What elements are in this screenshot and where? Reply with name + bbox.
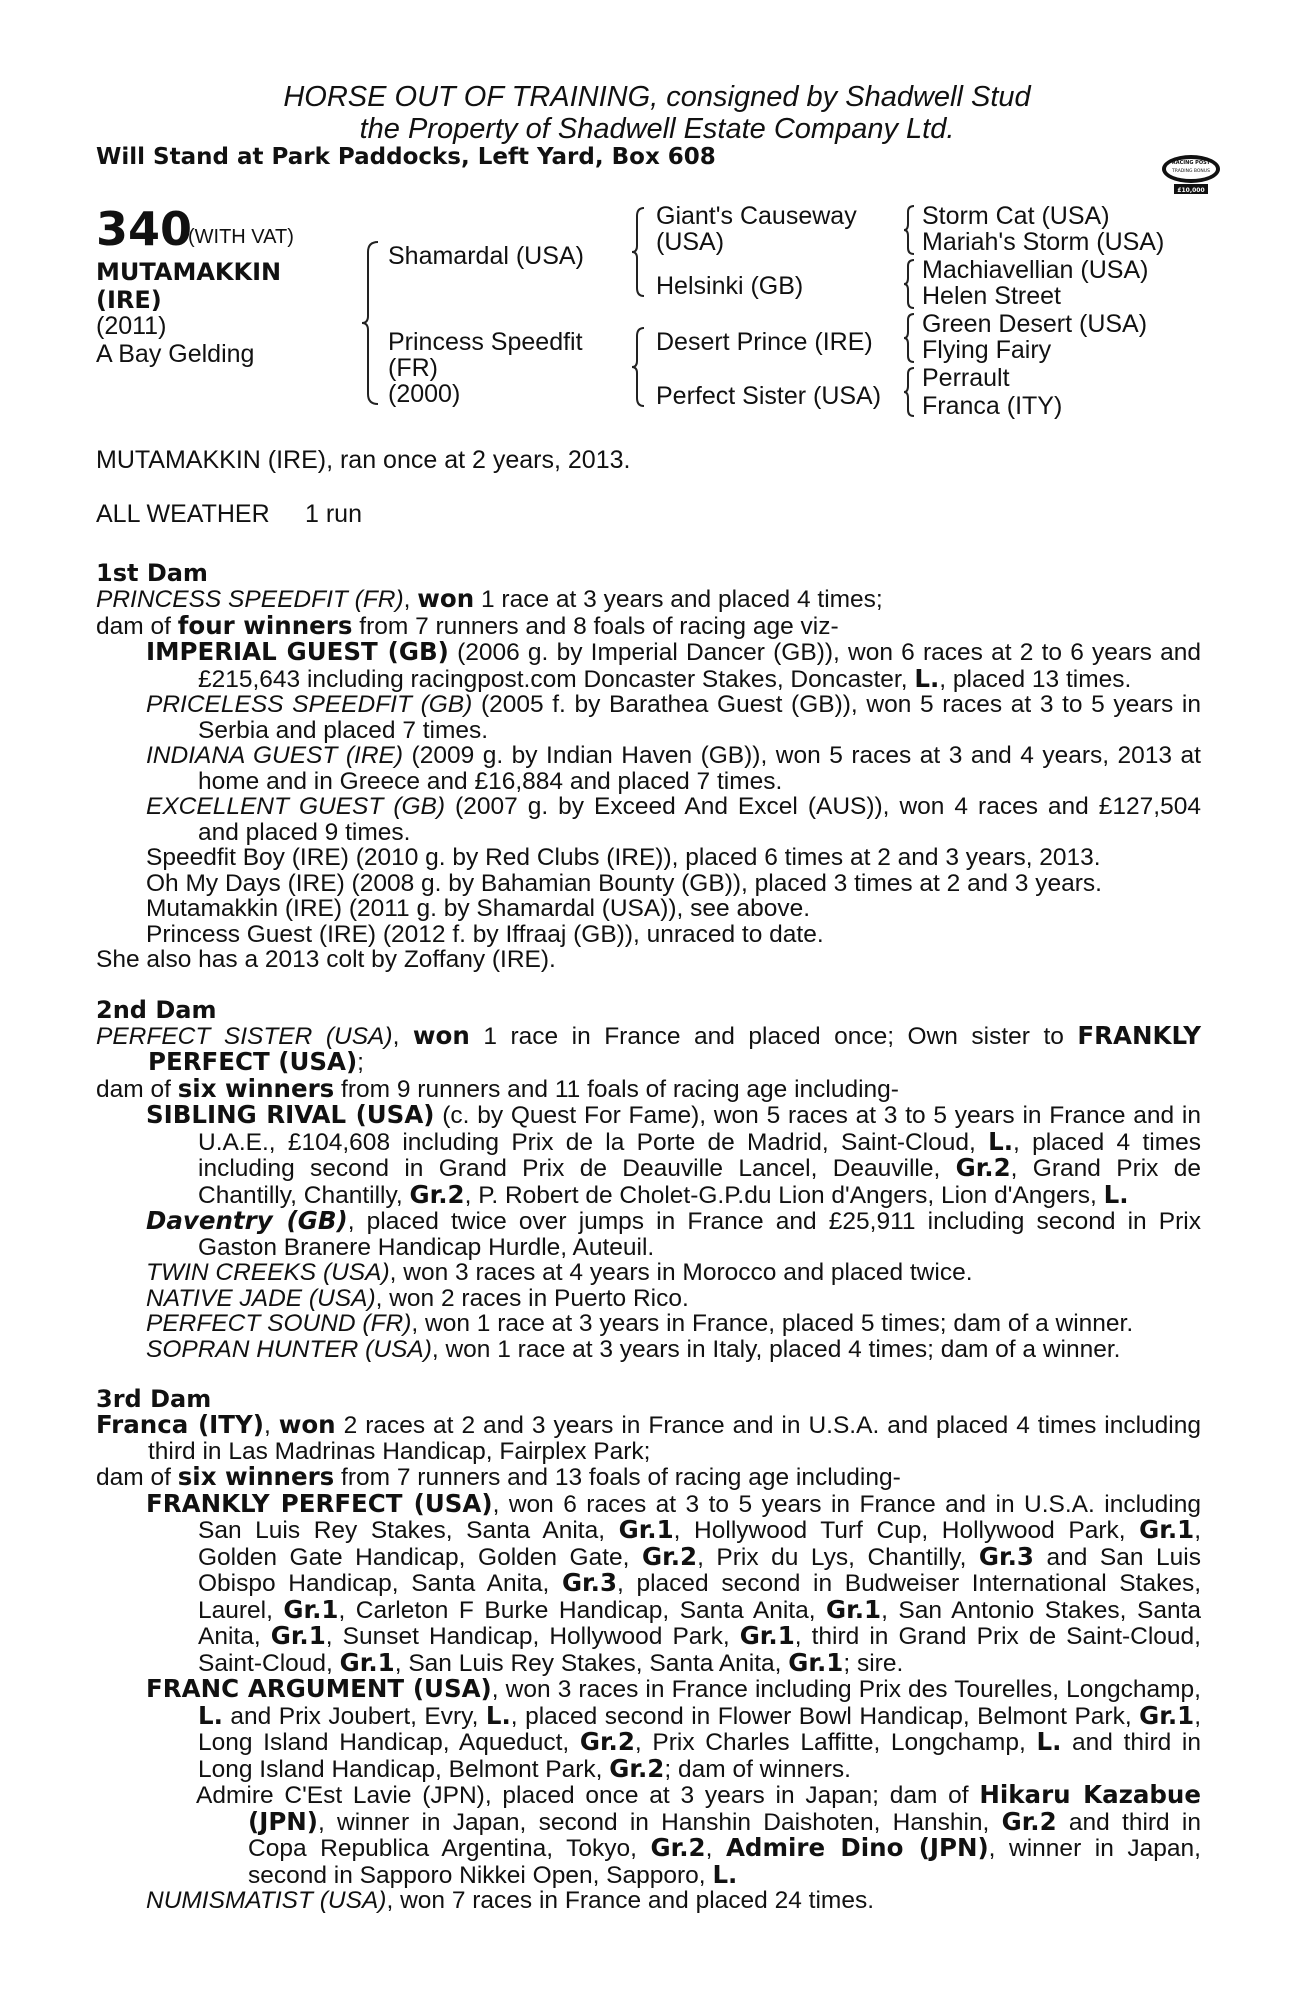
first-dam-progeny-3 <box>96 743 1201 794</box>
progeny-text: Admire C'Est Lavie (JPN), placed once at 3 years in Japan; dam of <box>196 1782 980 1809</box>
progeny-text: , won 2 races in Puerto Rico. <box>375 1284 689 1312</box>
third-dam-of <box>96 1464 1201 1491</box>
catalogue-body <box>96 536 1201 1914</box>
group-mark: Gr.2 <box>579 1727 635 1756</box>
progeny-text: , won 6 races at 3 to 5 years in France and in U.S.A. including San Luis Rey Stakes, Santa Anita, <box>198 1490 1201 1544</box>
all-weather-label: ALL WEATHER <box>96 500 270 528</box>
second-dam-sister: FRANKLY PERFECT (USA) <box>148 1020 1201 1076</box>
progeny-text: , placed 13 times. <box>939 665 1132 693</box>
first-dam-of-a: dam of <box>96 612 178 640</box>
lot-year: (2011) <box>96 312 167 340</box>
pedigree-dam-year: (2000) <box>388 380 461 408</box>
progeny-text: , won 3 races in France including Prix des Tourelles, Longchamp, <box>491 1676 1201 1703</box>
progeny-text: , P. Robert de Cholet-G.P.du Lion d'Angers, Lion d'Angers, <box>464 1181 1104 1209</box>
group-mark: Gr.3 <box>561 1568 617 1597</box>
group-mark: Gr.2 <box>642 1541 698 1571</box>
progeny-text: (2006 g. by Imperial Dancer (GB)), won 6 races at 2 to 6 years and £215,643 including racingpost.com Doncaster Stakes, Doncaster, <box>198 639 1202 693</box>
trading-bonus-badge-icon <box>1160 144 1222 198</box>
third-dam-of-c: from 7 runners and 13 foals of racing age including- <box>334 1464 901 1491</box>
second-dam-of-c: from 9 runners and 11 foals of racing age including- <box>334 1075 899 1103</box>
listed-mark: L. <box>914 663 940 693</box>
group-mark: Gr.2 <box>409 1179 465 1209</box>
progeny-text: , winner in Japan, second in Hanshin Daishoten, Hanshin, <box>317 1808 1002 1836</box>
progeny-text: (2009 g. by Indian Haven (GB)), won 5 races at 3 and 4 years, 2013 at home and in Greece and £16,884 and placed 7 times. <box>198 742 1201 795</box>
lot-number: 340 <box>96 202 193 256</box>
progeny-text: , won 1 race at 3 years in Italy, placed 4 times; dam of a winner. <box>431 1335 1121 1363</box>
race-record-summary: MUTAMAKKIN (IRE), ran once at 2 years, 2013. <box>96 446 631 474</box>
first-dam-progeny-5: Speedfit Boy (IRE) (2010 g. by Red Clubs (IRE)), placed 6 times at 2 and 3 years, 2013. <box>146 844 1101 871</box>
progeny-name: INDIANA GUEST (IRE) <box>146 742 404 769</box>
progeny-text: , Prix du Lys, Chantilly, <box>697 1543 979 1571</box>
progeny-text: , placed 4 times including second in Grand Prix de Deauville Lancel, Deauville, <box>198 1128 1201 1182</box>
second-dam-progeny-1 <box>96 1102 1201 1208</box>
progeny-text: , Grand Prix de Chantilly, Chantilly, <box>198 1155 1201 1209</box>
lot-name: MUTAMAKKIN <box>96 258 282 286</box>
progeny-text: , Hollywood Turf Cup, Hollywood Park, <box>673 1517 1140 1544</box>
progeny-name: Daventry (GB) <box>146 1206 348 1235</box>
lot-vat: (WITH VAT) <box>188 226 294 248</box>
pedigree-dam-dam: Perfect Sister (USA) <box>656 382 882 410</box>
pedigree-sss: Storm Cat (USA) <box>922 202 1110 230</box>
progeny-text: (2007 g. by Exceed And Excel (AUS)), won 4 races and £127,504 and placed 9 times. <box>198 793 1201 846</box>
group-mark: Gr.1 <box>618 1515 674 1544</box>
third-dam-of-b: six winners <box>177 1462 335 1491</box>
first-dam-note: She also has a 2013 colt by Zoffany (IRE). <box>96 946 556 973</box>
pedigree-ddd: Franca (ITY) <box>922 392 1063 420</box>
group-mark: Gr.2 <box>955 1153 1011 1182</box>
pedigree-brace-4 <box>902 204 916 256</box>
group-mark: Gr.1 <box>1139 1515 1195 1544</box>
third-dam-line: Franca (ITY), won 2 races at 2 and 3 years in France and in U.S.A. and placed 4 times including third in Las Madrinas Handicap, Fairplex Park; <box>96 1410 1201 1465</box>
progeny-name: TWIN CREEKS (USA) <box>146 1259 390 1286</box>
second-dam-line: PERFECT SISTER (USA), won 1 race in France and placed once; Own sister to FRANKLY PERFECT (USA); <box>96 1020 1201 1076</box>
progeny-text: , placed second in Flower Bowl Handicap, Belmont Park, <box>510 1702 1140 1730</box>
group-mark: Gr.3 <box>978 1541 1034 1571</box>
progeny-name: PRICELESS SPEEDFIT (GB) <box>146 691 473 718</box>
group-mark: Gr.2 <box>1001 1806 1057 1836</box>
header-line-3: Will Stand at Park Paddocks, Left Yard, Box 608 <box>96 144 716 170</box>
listed-mark: L. <box>1036 1727 1062 1756</box>
group-mark: Gr.2 <box>609 1753 665 1783</box>
group-mark: Gr.1 <box>283 1594 339 1624</box>
progeny-text: , Prix Charles Laffitte, Longchamp, <box>634 1729 1037 1756</box>
pedigree-brace-7 <box>902 366 916 418</box>
second-dam-of-b: six winners <box>177 1073 335 1103</box>
first-dam-progeny-2 <box>96 692 1201 743</box>
group-mark: Gr.1 <box>339 1647 395 1677</box>
pedigree-dam: Princess Speedfit <box>388 328 583 356</box>
second-dam-progeny-6 <box>96 1337 1201 1363</box>
header-line-1: HORSE OUT OF TRAINING, consigned by Shadwell Stud <box>283 81 1031 113</box>
group-mark: Gr.1 <box>270 1621 326 1650</box>
progeny-name: EXCELLENT GUEST (GB) <box>146 793 446 820</box>
group-mark: Gr.2 <box>650 1833 706 1862</box>
progeny-text: , San Antonio Stakes, Santa Anita, <box>198 1596 1202 1650</box>
pedigree-sds: Machiavellian (USA) <box>922 256 1149 284</box>
progeny-text: , placed second in Budweiser International Stakes, Laurel, <box>198 1570 1202 1624</box>
first-dam-line: PRINCESS SPEEDFIT (FR), won 1 race at 3 years and placed 4 times; <box>96 584 883 613</box>
pedigree-dss: Green Desert (USA) <box>922 310 1148 338</box>
pedigree-ssd: Mariah's Storm (USA) <box>922 228 1165 256</box>
first-dam-won: won <box>417 584 475 613</box>
all-weather-value: 1 run <box>305 500 362 528</box>
badge-amount-text: £10,000 <box>1177 187 1205 194</box>
third-dam-heading: 3rd Dam <box>96 1385 212 1413</box>
progeny-name: NATIVE JADE (USA) <box>146 1284 376 1312</box>
progeny-text: , placed twice over jumps in France and £25,911 including second in Prix Gaston Branere Handicap Hurdle, Auteuil. <box>198 1208 1201 1261</box>
third-dam-name: Franca (ITY) <box>96 1410 264 1439</box>
progeny-name: Admire Dino (JPN) <box>725 1833 989 1862</box>
progeny-text: and Prix Joubert, Evry, <box>222 1702 486 1730</box>
first-dam-heading: 1st Dam <box>96 559 208 587</box>
progeny-name: IMPERIAL GUEST (GB) <box>146 637 449 666</box>
third-dam-progeny-2 <box>96 1676 1201 1782</box>
pedigree-sire: Shamardal (USA) <box>388 242 584 270</box>
first-dam-of-b: four winners <box>177 610 353 640</box>
third-dam-progeny-1 <box>96 1488 1202 1677</box>
second-dam-of <box>96 1073 1201 1103</box>
first-dam-progeny-1 <box>96 639 1201 692</box>
pedigree-sire-sire: Giant's Causeway <box>656 202 857 230</box>
second-dam-of-a: dam of <box>96 1075 178 1103</box>
second-dam-heading: 2nd Dam <box>96 995 217 1024</box>
second-dam-name: PERFECT SISTER (USA) <box>96 1022 393 1050</box>
progeny-text: , <box>705 1835 726 1862</box>
second-dam-end: ; <box>357 1049 364 1076</box>
group-mark: Gr.1 <box>826 1594 882 1624</box>
lot-description: A Bay Gelding <box>96 340 255 368</box>
progeny-text: , Carleton F Burke Handicap, Santa Anita, <box>338 1596 827 1624</box>
progeny-text: ; dam of winners. <box>664 1755 851 1783</box>
progeny-name: Hikaru Kazabue (JPN) <box>248 1780 1201 1836</box>
first-dam-progeny-4 <box>96 794 1201 845</box>
progeny-text: , won 7 races in France and placed 24 times. <box>386 1887 875 1914</box>
pedigree-dsd: Flying Fairy <box>922 336 1052 364</box>
progeny-text: , winner in Japan, second in Sapporo Nikkei Open, Sapporo, <box>248 1835 1201 1889</box>
badge-top-text: RACING POST <box>1171 160 1211 166</box>
progeny-text: , Long Island Handicap, Aqueduct, <box>198 1702 1201 1756</box>
progeny-name: SOPRAN HUNTER (USA) <box>146 1335 432 1363</box>
progeny-name: PERFECT SOUND (FR) <box>146 1310 412 1337</box>
progeny-text: , Golden Gate Handicap, Golden Gate, <box>198 1517 1202 1571</box>
second-dam-progeny-3 <box>96 1260 1201 1286</box>
pedigree-brace-3 <box>630 326 646 408</box>
pedigree-dds: Perrault <box>922 364 1010 392</box>
progeny-text: ; sire. <box>843 1649 904 1677</box>
progeny-text: , third in Grand Prix de Saint-Cloud, Saint-Cloud, <box>198 1623 1201 1677</box>
pedigree-brace-5 <box>902 258 916 310</box>
first-dam-progeny-6: Oh My Days (IRE) (2008 g. by Bahamian Bounty (GB)), placed 3 times at 2 and 3 years. <box>146 869 1102 897</box>
second-dam-progeny-5 <box>96 1311 1201 1337</box>
pedigree-dam-country: (FR) <box>388 354 438 382</box>
progeny-text: , won 1 race at 3 years in France, placed 5 times; dam of a winner. <box>411 1310 1134 1337</box>
progeny-name: FRANC ARGUMENT (USA) <box>146 1674 492 1703</box>
progeny-text: (2005 f. by Barathea Guest (GB)), won 5 races at 3 to 5 years in Serbia and placed 7 times. <box>198 691 1202 744</box>
progeny-text: and third in Long Island Handicap, Belmont Park, <box>198 1729 1201 1783</box>
first-dam-name: PRINCESS SPEEDFIT (FR) <box>96 586 404 613</box>
first-dam-text: 1 race at 3 years and placed 4 times; <box>474 586 883 613</box>
progeny-text: and third in Copa Republica Argentina, Tokyo, <box>248 1808 1201 1862</box>
pedigree-dam-sire: Desert Prince (IRE) <box>656 328 873 356</box>
progeny-name: NUMISMATIST (USA) <box>146 1887 387 1914</box>
second-dam-progeny-4 <box>96 1286 1201 1312</box>
pedigree-sire-dam: Helsinki (GB) <box>656 272 804 300</box>
progeny-name: FRANKLY PERFECT (USA) <box>146 1488 493 1518</box>
lot-name-country: (IRE) <box>96 286 162 314</box>
pedigree-sdd: Helen Street <box>922 282 1061 310</box>
listed-mark: L. <box>988 1126 1013 1156</box>
listed-mark: L. <box>485 1700 511 1730</box>
pedigree-sire-sire-country: (USA) <box>656 228 725 256</box>
progeny-text: , San Luis Rey Stakes, Santa Anita, <box>394 1649 789 1677</box>
first-dam-progeny-7: Mutamakkin (IRE) (2011 g. by Shamardal (USA)), see above. <box>146 895 811 922</box>
second-dam-progeny-2 <box>96 1208 1201 1260</box>
badge-mid-text: TRADING BONUS <box>1172 169 1210 174</box>
third-dam-text: 2 races at 2 and 3 years in France and in U.S.A. and placed 4 times including third in Las Madrinas Handicap, Fairplex Park; <box>148 1412 1201 1465</box>
header-line-2: the Property of Shadwell Estate Company Ltd. <box>359 113 955 145</box>
progeny-name: SIBLING RIVAL (USA) <box>146 1100 435 1129</box>
pedigree-brace-1 <box>360 240 380 406</box>
first-dam-of-c: from 7 runners and 8 foals of racing age viz- <box>352 612 839 640</box>
third-dam-won: won <box>278 1410 336 1439</box>
group-mark: Gr.1 <box>788 1647 844 1677</box>
listed-mark: L. <box>198 1700 223 1730</box>
listed-mark: L. <box>712 1859 738 1889</box>
group-mark: Gr.1 <box>1139 1700 1195 1730</box>
first-dam-of <box>96 610 1201 640</box>
listed-mark: L. <box>1103 1179 1129 1209</box>
pedigree-brace-2 <box>630 206 646 298</box>
first-dam-progeny-8: Princess Guest (IRE) (2012 f. by Iffraaj (GB)), unraced to date. <box>146 920 824 948</box>
third-dam-of-a: dam of <box>96 1464 178 1491</box>
group-mark: Gr.1 <box>739 1621 795 1650</box>
progeny-text: , Sunset Handicap, Hollywood Park, <box>325 1623 740 1650</box>
pedigree-brace-6 <box>902 312 916 364</box>
progeny-text: , won 3 races at 4 years in Morocco and placed twice. <box>389 1259 973 1286</box>
third-dam-progeny-3 <box>96 1888 1201 1914</box>
progeny-text: and San Luis Obispo Handicap, Santa Anita, <box>198 1543 1201 1597</box>
third-dam-granddaughter <box>96 1782 1201 1888</box>
second-dam-won: won <box>412 1020 470 1050</box>
progeny-text: (c. by Quest For Fame), won 5 races at 3 to 5 years in France and in U.A.E., £104,608 including Prix de la Porte de Madrid, Saint-Cloud, <box>198 1102 1201 1156</box>
second-dam-text: 1 race in France and placed once; Own sister to <box>469 1022 1078 1050</box>
